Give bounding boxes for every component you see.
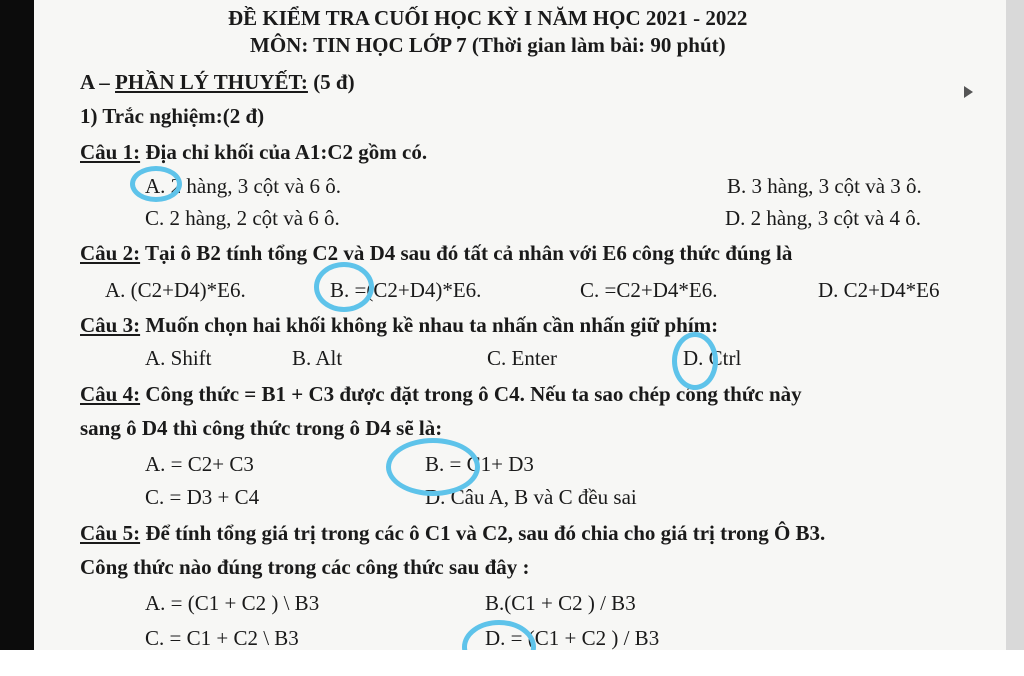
section-points: (5 đ) xyxy=(307,70,355,94)
right-margin xyxy=(1006,0,1024,650)
question-4-text-line-2: sang ô D4 thì công thức trong ô D4 sẽ là: xyxy=(80,416,443,440)
question-1 xyxy=(80,142,427,163)
question-2-text: Tại ô B2 tính tổng C2 và D4 sau đó tất cả nhân với E6 công thức đúng là xyxy=(140,241,793,265)
question-5-label: Câu 5: xyxy=(80,521,141,545)
q4-option-a: A. = C2+ C3 xyxy=(145,452,254,476)
q2-option-b: B. =(C2+D4)*E6. xyxy=(330,278,482,302)
bottom-white-strip xyxy=(0,650,1024,676)
exam-subtitle: MÔN: TIN HỌC LỚP 7 (Thời gian làm bài: 90 phút) xyxy=(250,33,726,57)
section-name: PHẦN LÝ THUYẾT: xyxy=(115,70,308,94)
question-4-label: Câu 4: xyxy=(80,382,141,406)
q1-option-b: B. 3 hàng, 3 cột và 3 ô. xyxy=(727,174,922,198)
q1-option-a: A. 2 hàng, 3 cột và 6 ô. xyxy=(145,174,341,198)
q2-option-c: C. =C2+D4*E6. xyxy=(580,278,718,302)
answer-circle-q1 xyxy=(130,166,182,202)
q2-option-a: A. (C2+D4)*E6. xyxy=(105,278,246,302)
q5-option-d: D. = (C1 + C2 ) / B3 xyxy=(485,626,660,650)
q5-option-c: C. = C1 + C2 \ B3 xyxy=(145,626,299,650)
question-1-label: Câu 1: xyxy=(80,140,141,164)
left-black-border xyxy=(0,0,34,650)
q4-option-c: C. = D3 + C4 xyxy=(145,485,260,509)
exam-title: ĐỀ KIỂM TRA CUỐI HỌC KỲ I NĂM HỌC 2021 - 2022 xyxy=(228,6,748,30)
part-1-heading: 1) Trắc nghiệm:(2 đ) xyxy=(80,104,265,128)
answer-circle-q4 xyxy=(386,438,480,496)
mouse-cursor-icon xyxy=(964,86,973,98)
q4-option-b: B. = C1+ D3 xyxy=(425,452,534,476)
q4-option-d: D. Câu A, B và C đều sai xyxy=(425,485,637,509)
answer-circle-q3 xyxy=(672,332,718,390)
question-2-label: Câu 2: xyxy=(80,241,141,265)
q3-option-c: C. Enter xyxy=(487,346,557,370)
q5-option-a: A. = (C1 + C2 ) \ B3 xyxy=(145,591,320,615)
question-3 xyxy=(80,315,718,336)
q3-option-d: D. Ctrl xyxy=(683,346,742,370)
question-2 xyxy=(80,243,792,264)
section-prefix: A – xyxy=(80,70,116,94)
q5-option-b: B.(C1 + C2 ) / B3 xyxy=(485,591,636,615)
answer-circle-q2 xyxy=(314,262,374,312)
question-3-label: Câu 3: xyxy=(80,313,141,337)
question-5-text: Để tính tổng giá trị trong các ô C1 và C2, sau đó chia cho giá trị trong Ô B3. xyxy=(140,521,826,545)
q3-option-a: A. Shift xyxy=(145,346,212,370)
q3-option-b: B. Alt xyxy=(292,346,343,370)
question-1-text: Địa chỉ khối của A1:C2 gồm có. xyxy=(140,140,428,164)
q2-option-d: D. C2+D4*E6 xyxy=(818,278,940,302)
q1-option-d: D. 2 hàng, 3 cột và 4 ô. xyxy=(725,206,921,230)
question-4-text: Công thức = B1 + C3 được đặt trong ô C4. Nếu ta sao chép công thức này xyxy=(140,382,802,406)
q1-option-c: C. 2 hàng, 2 cột và 6 ô. xyxy=(145,206,340,230)
answer-circle-q5 xyxy=(462,620,536,650)
section-heading xyxy=(80,72,355,93)
question-5 xyxy=(80,523,825,544)
question-3-text: Muốn chọn hai khối không kề nhau ta nhấn cần nhấn giữ phím: xyxy=(140,313,719,337)
question-5-text-line-2: Công thức nào đúng trong các công thức sau đây : xyxy=(80,555,530,579)
